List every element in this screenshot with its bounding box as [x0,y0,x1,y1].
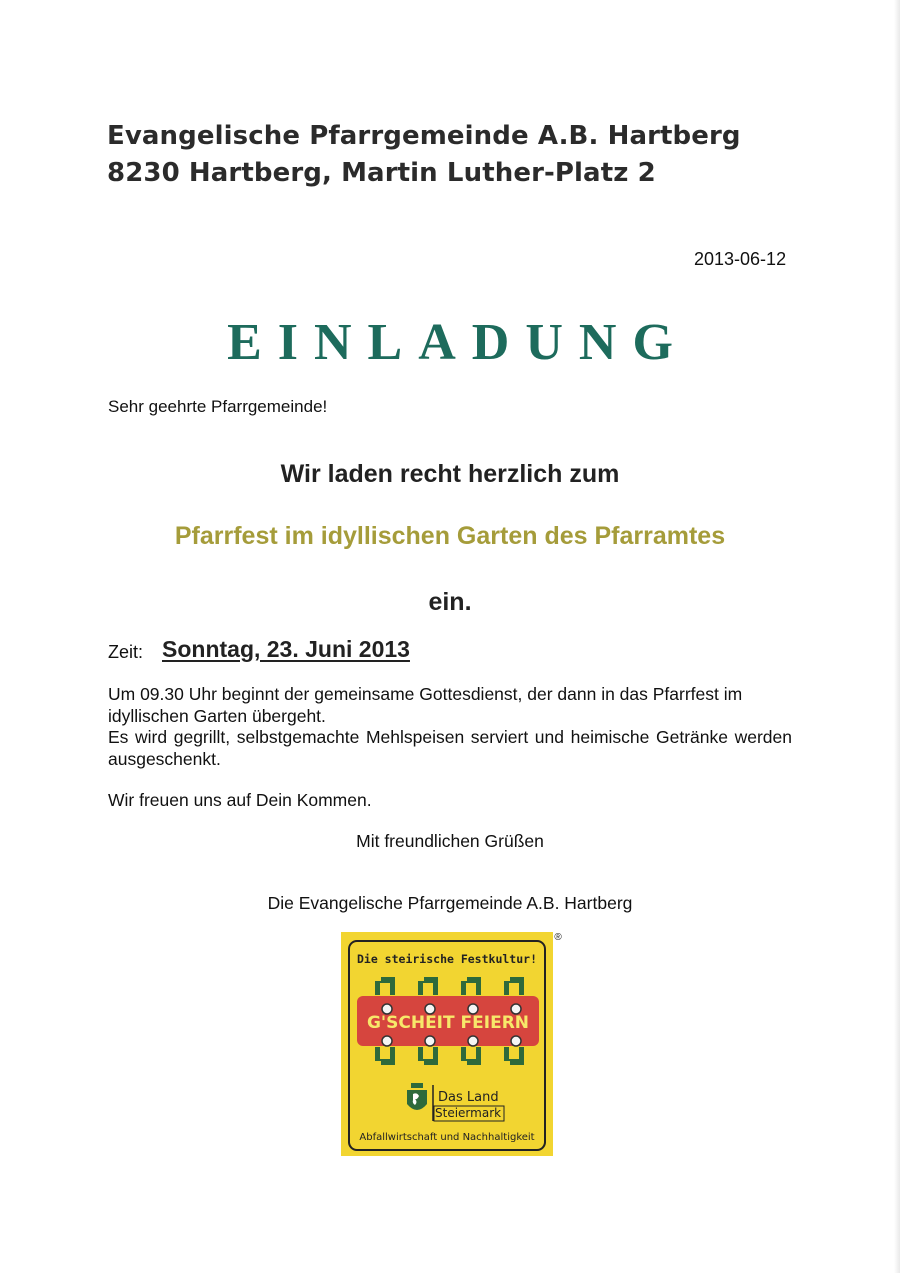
salutation: Sehr geehrte Pfarrgemeinde! [108,397,328,416]
logo-top-text: Die steirische Festkultur! [356,952,538,966]
sender-name: Evangelische Pfarrgemeinde A.B. Hartberg [107,121,741,151]
scan-edge [894,0,900,1273]
closing-greeting: Mit freundlichen Grüßen [356,831,544,851]
invitation-event: Pfarrfest im idyllischen Garten des Pfarramtes [174,522,726,550]
invitation-line-1: Wir laden recht herzlich zum [280,460,620,488]
letter-body [108,684,792,770]
logo-state-line-2: Steiermark [435,1106,502,1120]
time-label: Zeit: [108,642,144,662]
closing-signature: Die Evangelische Pfarrgemeinde A.B. Hartberg [267,893,633,913]
document-title: EINLADUNG [227,314,689,371]
body-paragraph-2: Es wird gegrillt, selbstgemachte Mehlspeisen serviert und heimische Getränke werden ausgeschenkt. [108,727,792,769]
body-paragraph-1: Um 09.30 Uhr beginnt der gemeinsame Gottesdienst, der dann in das Pfarrfest im idyllischen Garten übergeht. [108,684,743,726]
invitation-line-3: ein. [428,588,472,616]
logo-state-line-1: Das Land [438,1090,499,1105]
letter-date: 2013-06-12 [694,249,787,269]
festkultur-logo [339,929,565,1159]
closing-thanks: Wir freuen uns auf Dein Kommen. [108,790,372,810]
sender-address: 8230 Hartberg, Martin Luther-Platz 2 [107,158,656,188]
logo-banner-text: G'SCHEIT FEIERN [366,1013,530,1033]
event-date: Sonntag, 23. Juni 2013 [162,636,410,662]
logo-bottom-text: Abfallwirtschaft und Nachhaltigkeit [359,1132,535,1143]
registered-mark: ® [554,932,562,943]
logo-graphic [339,929,565,1159]
